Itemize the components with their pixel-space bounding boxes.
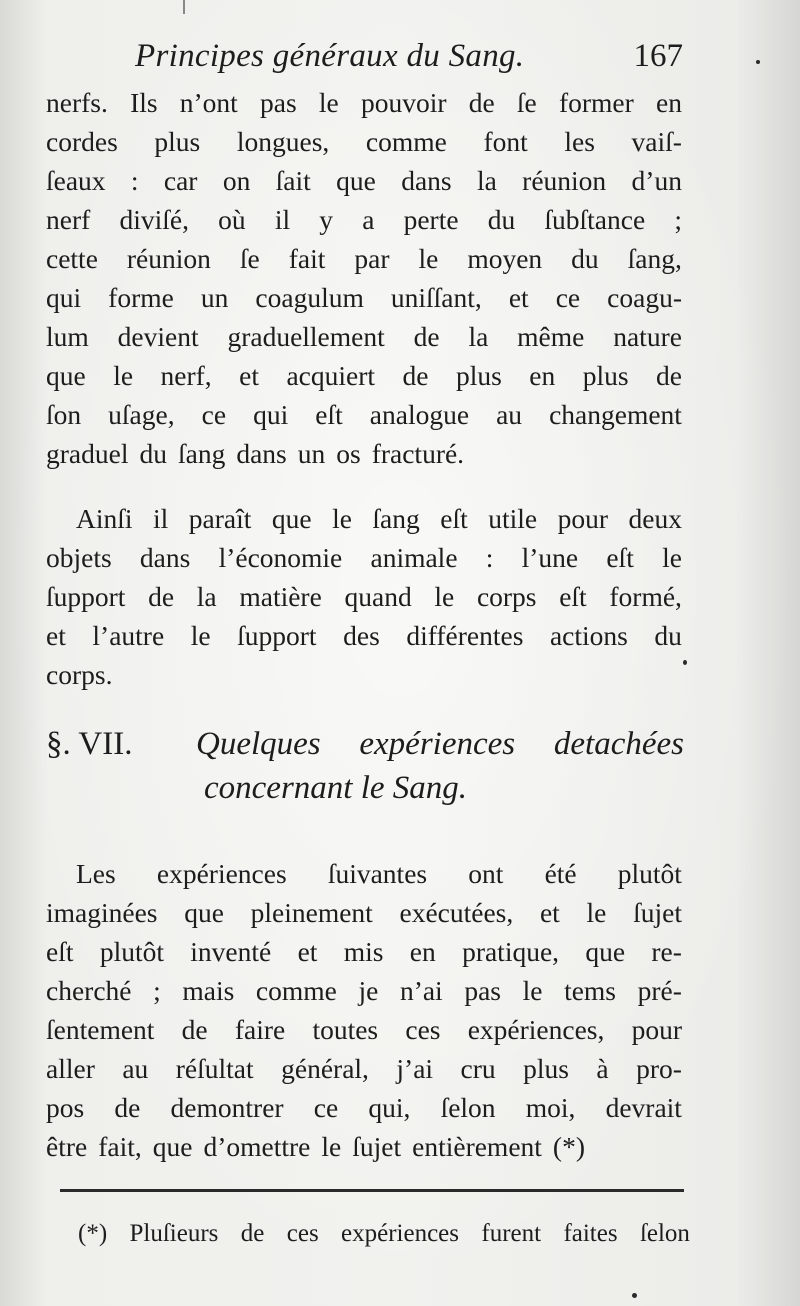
- footnote-word: Pluſieurs: [129, 1220, 219, 1247]
- footnote-word: (*): [78, 1220, 108, 1247]
- text-line: [46, 239, 682, 278]
- text-line-word: ſuivantes: [327, 858, 428, 889]
- text-line-word: on: [222, 165, 251, 196]
- text-line-word: entièrement: [412, 1131, 542, 1162]
- text-line-word: la: [476, 165, 497, 196]
- text-line-word: ;: [674, 204, 682, 235]
- text-line-word: font: [483, 126, 528, 157]
- paragraph-2: [46, 499, 682, 694]
- text-line-word: d’un: [631, 165, 682, 196]
- text-line-word: devrait: [605, 1092, 682, 1123]
- section-title-line-2: concernant le Sang.: [204, 770, 468, 806]
- text-line-word: plutôt: [617, 858, 682, 889]
- text-line-word: corps: [476, 581, 537, 612]
- text-line-word: un: [297, 438, 326, 469]
- text-line-word: actions: [549, 620, 628, 651]
- text-line: [46, 356, 682, 395]
- speck: [632, 1293, 637, 1298]
- page-crease: [183, 0, 185, 14]
- text-line-word: dans: [139, 542, 191, 573]
- text-line-word: du: [487, 204, 516, 235]
- text-line-word: mis: [343, 936, 384, 967]
- paragraph-1: [46, 83, 682, 473]
- text-line-word: ſeaux: [46, 165, 106, 196]
- text-line-word: mais: [182, 975, 235, 1006]
- text-line-word: (*): [552, 1131, 585, 1162]
- text-line-word: ont: [468, 858, 504, 889]
- text-line-word: qui: [253, 399, 289, 430]
- text-line-word: et: [539, 897, 560, 928]
- text-line-word: coagulum: [255, 282, 364, 313]
- text-line-word: Ainſi: [76, 503, 133, 534]
- text-line-word: il: [274, 204, 291, 235]
- text-line-word: que: [336, 165, 376, 196]
- text-line-word: paraît: [188, 503, 252, 534]
- text-line-word: perte: [403, 204, 459, 235]
- section-title-line-1-word: expériences: [359, 726, 516, 762]
- text-line-word: il: [153, 503, 169, 534]
- text-line-word: que: [184, 897, 224, 928]
- text-line-word: comme: [365, 126, 447, 157]
- speck: [756, 60, 760, 64]
- text-line-word: uſage,: [108, 399, 175, 430]
- text-line-word: ſe: [239, 243, 260, 274]
- text-line-word: fait: [288, 243, 326, 274]
- text-line-word: de: [181, 1014, 208, 1045]
- text-line-word: réunion: [522, 165, 607, 196]
- text-line-word: tems: [564, 975, 617, 1006]
- text-line-word: ſupport: [237, 620, 317, 651]
- text-line-word: plus: [523, 1053, 569, 1084]
- text-line-word: plutôt: [99, 936, 164, 967]
- section-number: §. VII.: [46, 726, 133, 762]
- text-line-word: que: [271, 503, 312, 534]
- text-line-word: à: [596, 1053, 609, 1084]
- text-line-word: forme: [108, 282, 174, 313]
- text-line-word: dans: [401, 165, 452, 196]
- text-line-word: changement: [549, 399, 682, 430]
- footnote: [78, 1220, 690, 1248]
- text-line-word: pro-: [636, 1053, 682, 1084]
- text-line: [46, 1088, 682, 1127]
- text-line-word: objets: [46, 542, 112, 573]
- text-line-word: ſang: [177, 438, 226, 469]
- text-line-word: plus: [582, 360, 629, 391]
- footnote-word: de: [240, 1220, 265, 1247]
- text-line-word: que: [152, 1131, 193, 1162]
- text-line-word: que: [46, 360, 86, 391]
- text-line-word: plus: [154, 126, 201, 157]
- text-line-word: pour: [631, 1014, 682, 1045]
- text-line-word: nerf: [46, 204, 91, 235]
- text-line-word: graduel: [46, 438, 129, 469]
- text-line-word: :: [130, 165, 139, 196]
- text-line-word: j’ai: [396, 1053, 434, 1084]
- text-line-word: os: [336, 438, 361, 469]
- text-line-word: Ils: [130, 87, 158, 118]
- text-line: [46, 971, 682, 1010]
- text-line-word: matière: [239, 581, 322, 612]
- text-line-word: ſujet: [352, 1131, 402, 1162]
- text-line-word: ſentement: [46, 1014, 155, 1045]
- text-line-word: le: [418, 243, 439, 274]
- text-line-word: pos: [46, 1092, 85, 1123]
- text-line: [46, 932, 682, 971]
- text-line-word: ce: [201, 399, 227, 430]
- text-line-word: nerfs.: [46, 87, 108, 118]
- text-line-word: en: [529, 360, 556, 391]
- text-line-word: cherché: [46, 975, 132, 1006]
- text-line-word: aller: [46, 1053, 95, 1084]
- page-number: 167: [633, 38, 683, 74]
- text-line-word: de: [402, 360, 429, 391]
- text-line: [46, 317, 682, 356]
- text-line-word: même: [517, 321, 585, 352]
- text-line: [46, 1127, 682, 1166]
- text-line-word: exécutées,: [399, 897, 514, 928]
- text-line-word: toutes: [312, 1014, 379, 1045]
- text-line-word: pré-: [637, 975, 682, 1006]
- footnote-word: expériences: [341, 1220, 460, 1247]
- text-line: [46, 616, 682, 655]
- text-line-word: ;: [153, 975, 161, 1006]
- text-line-word: d’omettre: [203, 1131, 311, 1162]
- text-line-word: par: [354, 243, 390, 274]
- text-line: [46, 395, 682, 434]
- text-line-word: l’une: [521, 542, 579, 573]
- text-line: [46, 1049, 682, 1088]
- text-line-word: les: [564, 126, 595, 157]
- text-line-word: n’ai: [399, 975, 443, 1006]
- text-line-word: de: [656, 360, 682, 391]
- text-line-word: pas: [464, 975, 501, 1006]
- text-line-word: en: [409, 936, 436, 967]
- text-line-word: ſubſtance: [544, 204, 646, 235]
- text-line-word: nature: [613, 321, 682, 352]
- text-line-word: a: [362, 204, 375, 235]
- text-line-word: réſultat: [175, 1053, 254, 1084]
- text-line: [46, 893, 682, 932]
- text-line-word: car: [163, 165, 198, 196]
- text-line-word: ſujet: [633, 897, 682, 928]
- text-line-word: et: [239, 360, 259, 391]
- text-line-word: de: [468, 87, 495, 118]
- text-line: [46, 577, 682, 616]
- text-line-word: un: [200, 282, 229, 313]
- text-line-word: et: [508, 282, 529, 313]
- text-line-word: des: [343, 620, 380, 651]
- text-line-word: eſt: [315, 399, 343, 430]
- text-line-word: vaiſ-: [631, 126, 682, 157]
- text-line-word: animale: [370, 542, 458, 573]
- text-line-word: imaginées: [46, 897, 158, 928]
- text-line-word: ces: [405, 1014, 441, 1045]
- text-line-word: moyen: [467, 243, 543, 274]
- text-line-word: dans: [236, 438, 287, 469]
- footnote-rule: [60, 1189, 684, 1192]
- text-line: [46, 538, 682, 577]
- text-line-word: le: [318, 87, 339, 118]
- text-line-word: au: [496, 399, 523, 430]
- text-line-word: pleinement: [250, 897, 373, 928]
- text-line-word: diviſé,: [119, 204, 189, 235]
- running-head: [135, 38, 695, 88]
- text-line: [46, 161, 682, 200]
- text-line-word: être: [46, 1131, 88, 1162]
- text-line-word: eſt: [440, 503, 468, 534]
- section-title-line-1: [196, 726, 684, 763]
- text-line: [46, 83, 682, 122]
- text-line-word: ce: [555, 282, 581, 313]
- text-line-word: le: [662, 542, 682, 573]
- text-line-word: longues,: [236, 126, 330, 157]
- text-line-word: le: [586, 897, 607, 928]
- text-line-word: eſt: [46, 936, 74, 967]
- text-line: [46, 1010, 682, 1049]
- paragraph-3: [46, 854, 682, 1166]
- speck: [683, 660, 687, 665]
- text-line-word: moi,: [525, 1092, 576, 1123]
- text-line-word: fracturé.: [371, 438, 465, 469]
- text-line: [46, 655, 682, 694]
- text-line-word: du: [139, 438, 167, 469]
- text-line: [46, 200, 682, 239]
- text-line-word: corps.: [46, 659, 113, 690]
- text-line-word: de: [413, 321, 440, 352]
- running-head-title: Principes généraux du Sang.: [135, 38, 525, 74]
- text-line-word: comme: [255, 975, 337, 1006]
- text-line-word: analogue: [369, 399, 470, 430]
- text-line-word: eſt: [606, 542, 634, 573]
- text-line-word: pouvoir: [360, 87, 447, 118]
- text-line-word: de: [148, 581, 175, 612]
- text-line-word: cette: [46, 243, 98, 274]
- text-line-word: formé,: [609, 581, 682, 612]
- text-line-word: ſang: [372, 503, 420, 534]
- text-line-word: réunion: [126, 243, 211, 274]
- text-line-word: expériences,: [467, 1014, 605, 1045]
- text-line-word: été: [544, 858, 577, 889]
- footnote-word: ſelon: [639, 1220, 690, 1247]
- section-title-line-1-word: detachées: [553, 726, 684, 762]
- text-line-word: différentes: [406, 620, 524, 651]
- text-line-word: demontrer: [170, 1092, 284, 1123]
- text-line-word: lum: [46, 321, 89, 352]
- text-line-word: pour: [557, 503, 609, 534]
- text-line-word: ce: [313, 1092, 339, 1123]
- text-line-word: où: [218, 204, 246, 235]
- footnote-word: faites: [563, 1220, 618, 1247]
- text-line-word: n’ont: [179, 87, 238, 118]
- text-line-word: Les: [76, 858, 116, 889]
- text-line-word: l’autre: [92, 620, 165, 651]
- footnote-word: ces: [286, 1220, 319, 1247]
- text-line-word: devient: [117, 321, 199, 352]
- text-line-word: eſt: [559, 581, 587, 612]
- text-line-word: quand: [344, 581, 412, 612]
- text-line-word: y: [319, 204, 334, 235]
- text-line-word: pas: [260, 87, 297, 118]
- text-line-word: ſupport: [46, 581, 126, 612]
- text-line-word: et: [46, 620, 66, 651]
- text-line-word: qui: [46, 282, 82, 313]
- text-line-word: acquiert: [286, 360, 376, 391]
- text-line-word: expériences: [156, 858, 287, 889]
- text-line-word: :: [485, 542, 494, 573]
- text-line-word: de: [114, 1092, 141, 1123]
- text-line-word: plus: [455, 360, 502, 391]
- text-line-word: inventé: [190, 936, 272, 967]
- text-line-word: fait,: [98, 1131, 142, 1162]
- text-line-word: du: [654, 620, 682, 651]
- text-line-word: qui,: [368, 1092, 411, 1123]
- text-line-word: graduellement: [227, 321, 385, 352]
- text-line-word: coagu-: [607, 282, 682, 313]
- text-line-word: en: [656, 87, 682, 118]
- text-line-word: cordes: [46, 126, 118, 157]
- text-line-word: le: [522, 975, 543, 1006]
- text-line-word: pratique,: [462, 936, 560, 967]
- text-line: [46, 434, 682, 473]
- text-line-word: le: [113, 360, 134, 391]
- text-line: [46, 278, 682, 317]
- section-title-line-1-word: Quelques: [196, 726, 321, 762]
- text-line-word: nerf,: [160, 360, 212, 391]
- footnote-word: furent: [481, 1220, 542, 1247]
- section-heading: [46, 726, 686, 816]
- text-line: [46, 499, 682, 538]
- text-line-word: je: [358, 975, 379, 1006]
- text-line-word: au: [122, 1053, 149, 1084]
- text-line-word: ſon: [46, 399, 82, 430]
- text-line-word: la: [468, 321, 489, 352]
- text-line-word: le: [332, 503, 352, 534]
- text-line-word: uniſſant,: [390, 282, 482, 313]
- text-line-word: utile: [488, 503, 538, 534]
- text-line-word: cru: [460, 1053, 496, 1084]
- text-line-word: du: [571, 243, 599, 274]
- text-line-word: le: [434, 581, 455, 612]
- text-line-word: faire: [234, 1014, 286, 1045]
- text-line-word: former: [558, 87, 634, 118]
- text-line-word: re-: [651, 936, 682, 967]
- text-line-word: le: [190, 620, 211, 651]
- text-line-word: et: [297, 936, 318, 967]
- text-line-word: ſang,: [627, 243, 682, 274]
- text-line-word: général,: [281, 1053, 369, 1084]
- text-line-word: l’économie: [218, 542, 343, 573]
- text-line-word: ſait: [275, 165, 311, 196]
- text-line: [46, 122, 682, 161]
- text-line-word: deux: [628, 503, 682, 534]
- text-line: [46, 854, 682, 893]
- text-line-word: le: [321, 1131, 342, 1162]
- text-line-word: ſe: [516, 87, 537, 118]
- text-line-word: que: [585, 936, 626, 967]
- text-line-word: ſelon: [440, 1092, 496, 1123]
- text-line-word: la: [196, 581, 217, 612]
